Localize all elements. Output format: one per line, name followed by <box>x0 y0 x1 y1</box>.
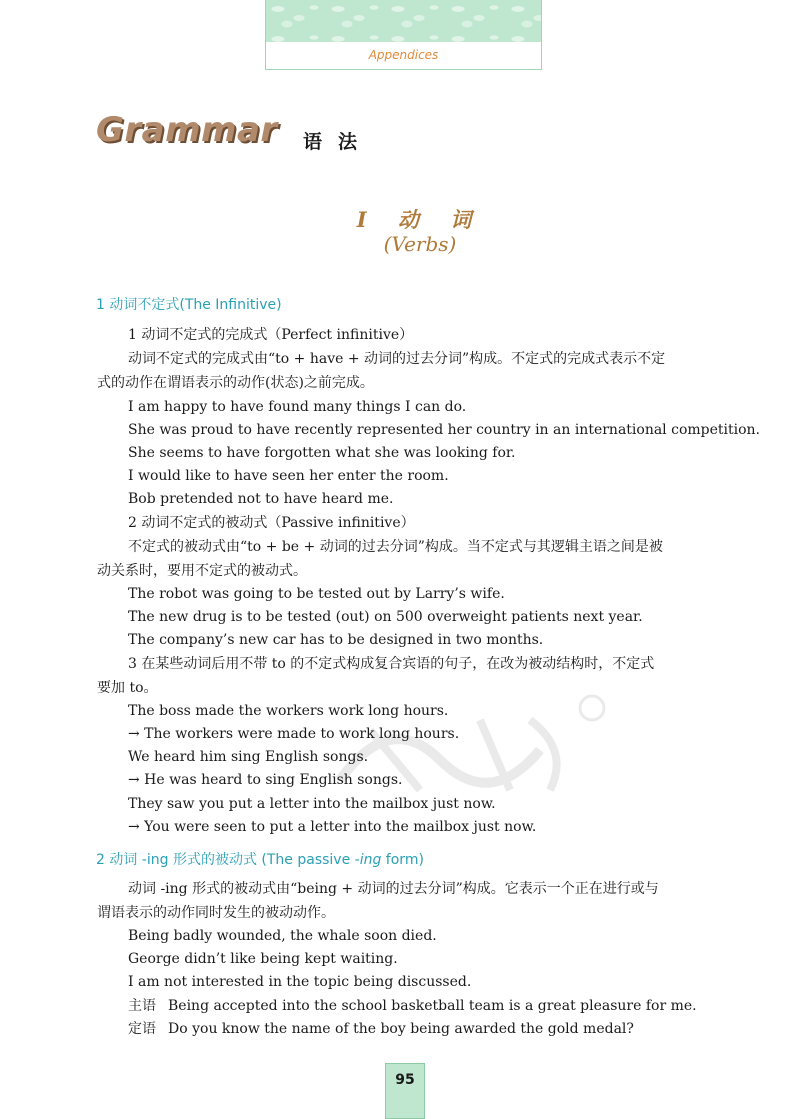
paragraph-line: 动关系时，要用不定式的被动式。 <box>97 563 307 579</box>
header-tab <box>265 0 542 70</box>
page-number: 95 <box>395 1072 415 1088</box>
labeled-example <box>128 997 697 1015</box>
paragraph-line: 不定式的被动式由“to + be + 动词的过去分词”构成。当不定式与其逻辑主语之间是被 <box>128 539 663 555</box>
example-sentence: I would like to have seen her enter the room. <box>128 468 449 484</box>
paragraph-line: 谓语表示的动作同时发生的被动动作。 <box>97 905 335 921</box>
header-tab-pattern <box>266 0 541 42</box>
paragraph-line: 动词 -ing 形式的被动式由“being + 动词的过去分词”构成。它表示一个正在进行或与 <box>128 881 659 897</box>
page-title-cn: 语法 <box>303 131 374 153</box>
example-sentence: The new drug is to be tested (out) on 500 overweight patients next year. <box>128 609 643 625</box>
paragraph-line: 式的动作在谓语表示的动作(状态)之前完成。 <box>97 375 374 391</box>
example-sentence: Being badly wounded, the whale soon died. <box>128 928 437 944</box>
example-sentence: They saw you put a letter into the mailbox just now. <box>128 796 496 812</box>
heading-text-em: -ing <box>354 852 382 868</box>
example-sentence: The company’s new car has to be designed in two months. <box>128 632 544 648</box>
subheading-perfect-infinitive: 1 动词不定式的完成式（Perfect infinitive） <box>128 327 414 343</box>
example-sentence: I am happy to have found many things I can do. <box>128 399 467 415</box>
subheading-passive-infinitive: 2 动词不定式的被动式（Passive infinitive） <box>128 515 415 531</box>
paragraph-line: 3 在某些动词后用不带 to 的不定式构成复合宾语的句子，在改为被动结构时，不定式 <box>128 656 655 672</box>
example-sentence: The robot was going to be tested out by Larry’s wife. <box>128 586 505 602</box>
chapter-title-en: (Verbs) <box>383 232 457 256</box>
example-sentence: Do you know the name of the boy being awarded the gold medal? <box>168 1021 634 1037</box>
section-heading-infinitive: 1 动词不定式(The Infinitive) <box>96 297 282 313</box>
chapter-title-cn: I 动 词 <box>356 207 484 232</box>
example-sentence: → He was heard to sing English songs. <box>128 772 403 788</box>
example-sentence: Bob pretended not to have heard me. <box>128 491 394 507</box>
example-sentence: The boss made the workers work long hours. <box>128 703 449 719</box>
page-title: Grammar <box>96 110 278 150</box>
example-sentence: I am not interested in the topic being discussed. <box>128 974 472 990</box>
watermark-logo <box>330 690 610 810</box>
header-tab-label: Appendices <box>368 48 439 62</box>
example-sentence: George didn’t like being kept waiting. <box>128 951 398 967</box>
example-sentence: She seems to have forgotten what she was looking for. <box>128 445 516 461</box>
section-heading-passive-ing <box>96 849 424 869</box>
example-sentence: → You were seen to put a letter into the mailbox just now. <box>128 819 537 835</box>
heading-text: 2 动词 -ing 形式的被动式 (The passive <box>96 852 355 868</box>
example-sentence: She was proud to have recently represented her country in an international competition. <box>128 422 761 438</box>
paragraph-line: 要加 to。 <box>97 680 158 696</box>
example-sentence: → The workers were made to work long hours. <box>128 726 460 742</box>
paragraph-line: 动词不定式的完成式由“to + have + 动词的过去分词”构成。不定式的完成式表示不定 <box>128 351 666 367</box>
example-sentence: Being accepted into the school basketball team is a great pleasure for me. <box>168 998 697 1014</box>
example-sentence: We heard him sing English songs. <box>128 749 369 765</box>
heading-text: form) <box>381 852 424 868</box>
grammar-role-label: 主语 <box>128 998 156 1014</box>
page-number-tab <box>385 1063 425 1119</box>
grammar-role-label: 定语 <box>128 1021 156 1037</box>
labeled-example <box>128 1020 634 1038</box>
